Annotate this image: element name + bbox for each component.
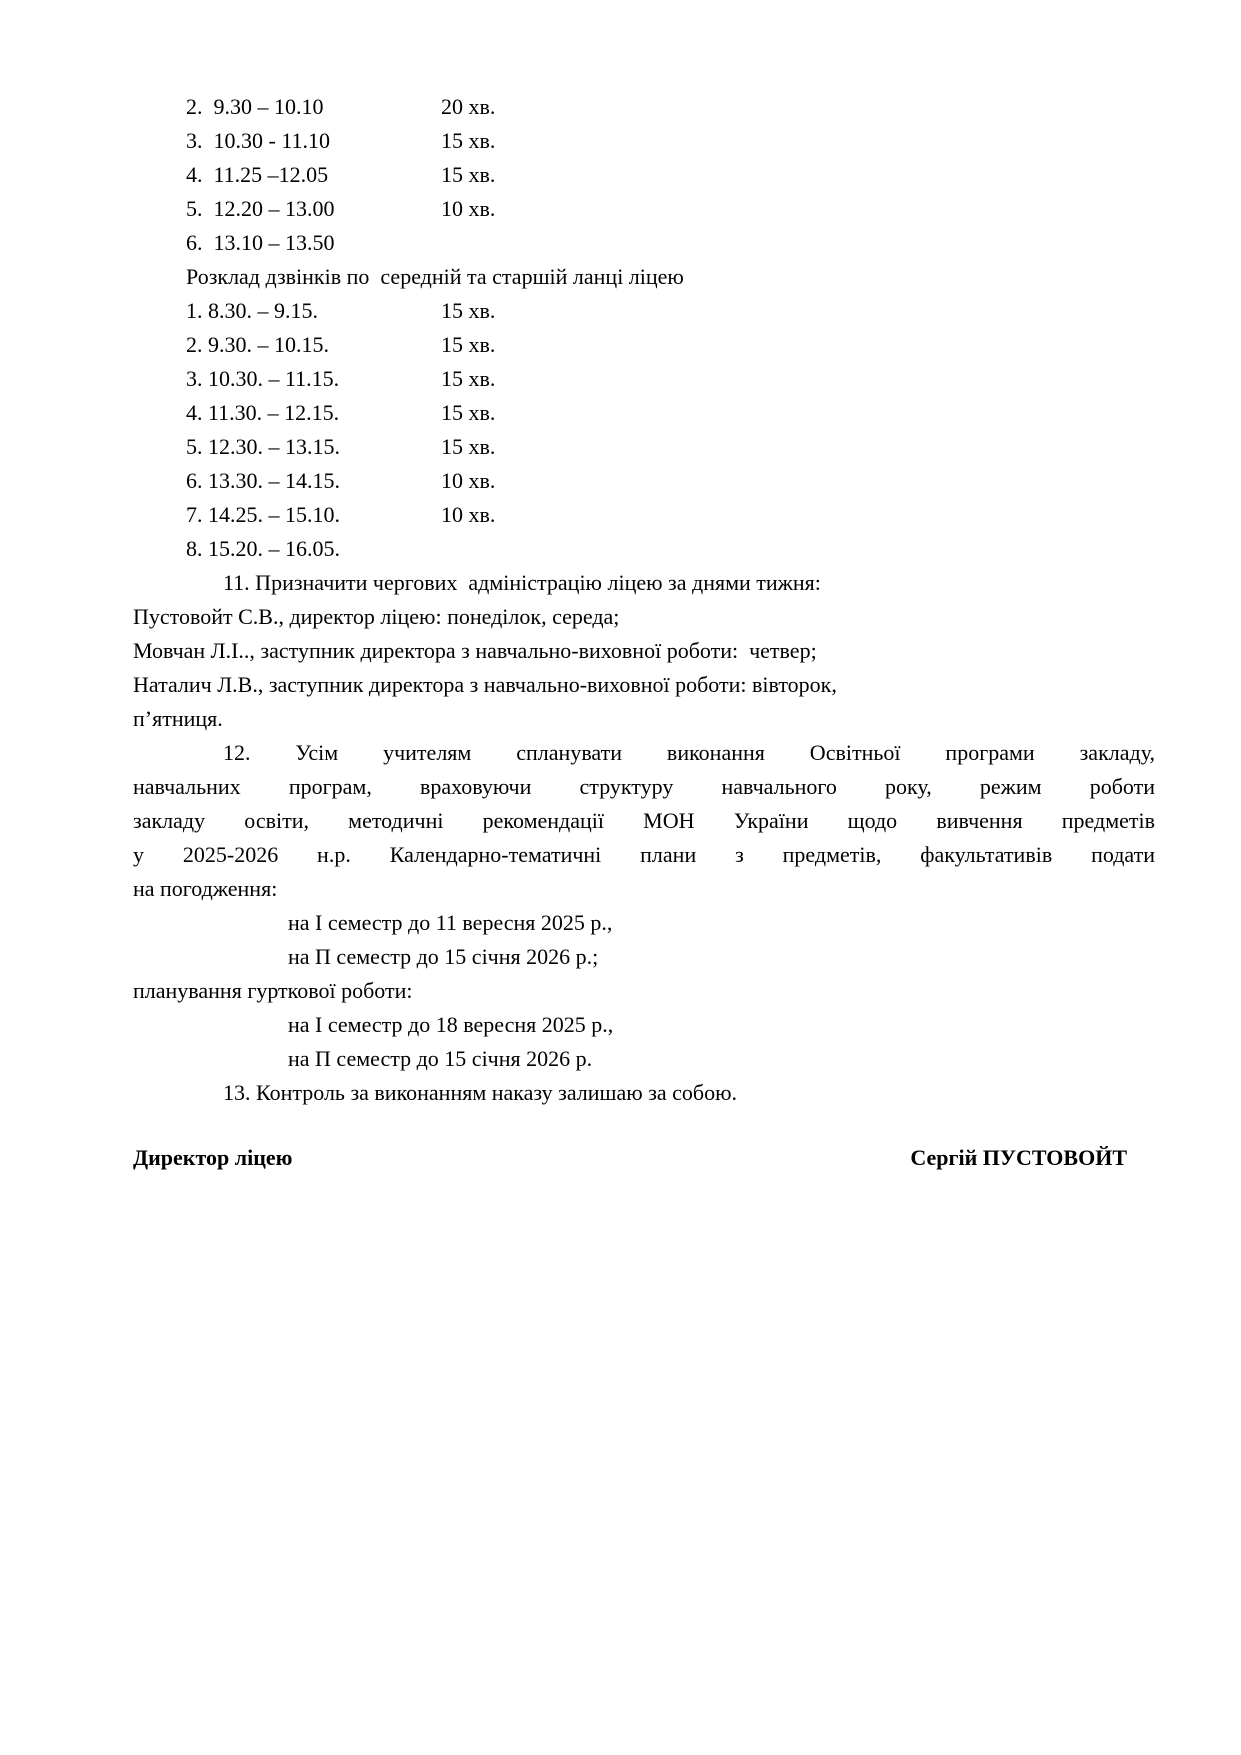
- clubs-planning-label: планування гурткової роботи:: [133, 978, 413, 1003]
- bell-row: [186, 396, 1155, 430]
- paragraph-12-line: у 2025-2026 н.р. Календарно-тематичні плани з предметів, факультативів подати: [133, 842, 1155, 867]
- signature-name: Сергій ПУСТОВОЙТ: [910, 1145, 1127, 1170]
- bell-duration: 15 хв.: [441, 128, 496, 153]
- bell-duration: 10 хв.: [441, 468, 496, 493]
- bell-row: [186, 430, 1155, 464]
- paragraph-13: 13. Контроль за виконанням наказу залишаю за собою.: [223, 1080, 738, 1105]
- bell-row: [186, 362, 1155, 396]
- bell-time-range: 5. 12.30. – 13.15.: [186, 434, 340, 459]
- bell-duration: 20 хв.: [441, 94, 496, 119]
- paragraph-11-line: Мовчан Л.І.., заступник директора з навчально-виховної роботи: четвер;: [133, 638, 817, 663]
- bell-time-range: 2. 9.30 – 10.10: [186, 94, 324, 119]
- paragraph-12-line: 12. Усім учителям спланувати виконання Освітньої програми закладу,: [223, 740, 1155, 765]
- bell-time-range: 4. 11.25 –12.05: [186, 162, 329, 187]
- bell-time-range: 8. 15.20. – 16.05.: [186, 536, 340, 561]
- bell-duration: 15 хв.: [441, 400, 496, 425]
- bell-row: [186, 294, 1155, 328]
- bell-duration: 10 хв.: [441, 196, 496, 221]
- bell-time-range: 4. 11.30. – 12.15.: [186, 400, 340, 425]
- bell-duration: 15 хв.: [441, 298, 496, 323]
- signature-title: Директор ліцею: [133, 1145, 293, 1170]
- bell-time-range: 5. 12.20 – 13.00: [186, 196, 335, 221]
- club-deadline-line: на І семестр до 18 вересня 2025 р.,: [288, 1012, 614, 1037]
- bell-time-range: 6. 13.10 – 13.50: [186, 230, 335, 255]
- paragraph-11-line: Наталич Л.В., заступник директора з навчально-виховної роботи: вівторок,: [133, 672, 837, 697]
- bells-heading: Розклад дзвінків по середній та старшій ланці ліцею: [186, 264, 684, 289]
- paragraph-11-line: 11. Призначити чергових адміністрацію ліцею за днями тижня:: [223, 570, 821, 595]
- bells-list-elementary: [133, 90, 1155, 566]
- paragraph-11: [133, 566, 1155, 736]
- bell-duration: 15 хв.: [441, 332, 496, 357]
- bell-row: [186, 226, 1155, 260]
- bell-row: [186, 158, 1155, 192]
- club-deadline-line: на П семестр до 15 січня 2026 р.: [288, 1046, 593, 1071]
- semester-deadline-line: на П семестр до 15 січня 2026 р.;: [288, 944, 599, 969]
- bell-time-range: 3. 10.30. – 11.15.: [186, 366, 340, 391]
- paragraph-11-line: п’ятниця.: [133, 706, 223, 731]
- bells-list-secondary: [186, 294, 1155, 566]
- paragraph-12-line: навчальних програм, враховуючи структуру навчального року, режим роботи: [133, 774, 1155, 799]
- bell-time-range: 2. 9.30. – 10.15.: [186, 332, 329, 357]
- paragraph-12-line: закладу освіти, методичні рекомендації МОН України щодо вивчення предметів: [133, 808, 1155, 833]
- semester-deadline-line: на І семестр до 11 вересня 2025 р.,: [288, 910, 613, 935]
- bell-row: [186, 90, 1155, 124]
- bell-duration: 10 хв.: [441, 502, 496, 527]
- bell-duration: 15 хв.: [441, 162, 496, 187]
- paragraph-12-line: на погодження:: [133, 876, 278, 901]
- bell-time-range: 3. 10.30 - 11.10: [186, 128, 331, 153]
- bell-row: [186, 532, 1155, 566]
- bell-time-range: 7. 14.25. – 15.10.: [186, 502, 340, 527]
- paragraph-12: [133, 736, 1155, 1076]
- bell-row: [186, 124, 1155, 158]
- signature-row: [133, 1140, 1155, 1176]
- bell-time-range: 6. 13.30. – 14.15.: [186, 468, 340, 493]
- bell-row: [186, 498, 1155, 532]
- bell-row: [186, 464, 1155, 498]
- bell-time-range: 1. 8.30. – 9.15.: [186, 298, 318, 323]
- bell-duration: 15 хв.: [441, 434, 496, 459]
- bell-row: [186, 192, 1155, 226]
- paragraph-11-line: Пустовойт С.В., директор ліцею: понеділок, середа;: [133, 604, 620, 629]
- bell-duration: 15 хв.: [441, 366, 496, 391]
- bell-row: [186, 328, 1155, 362]
- document-content: [133, 90, 1155, 1176]
